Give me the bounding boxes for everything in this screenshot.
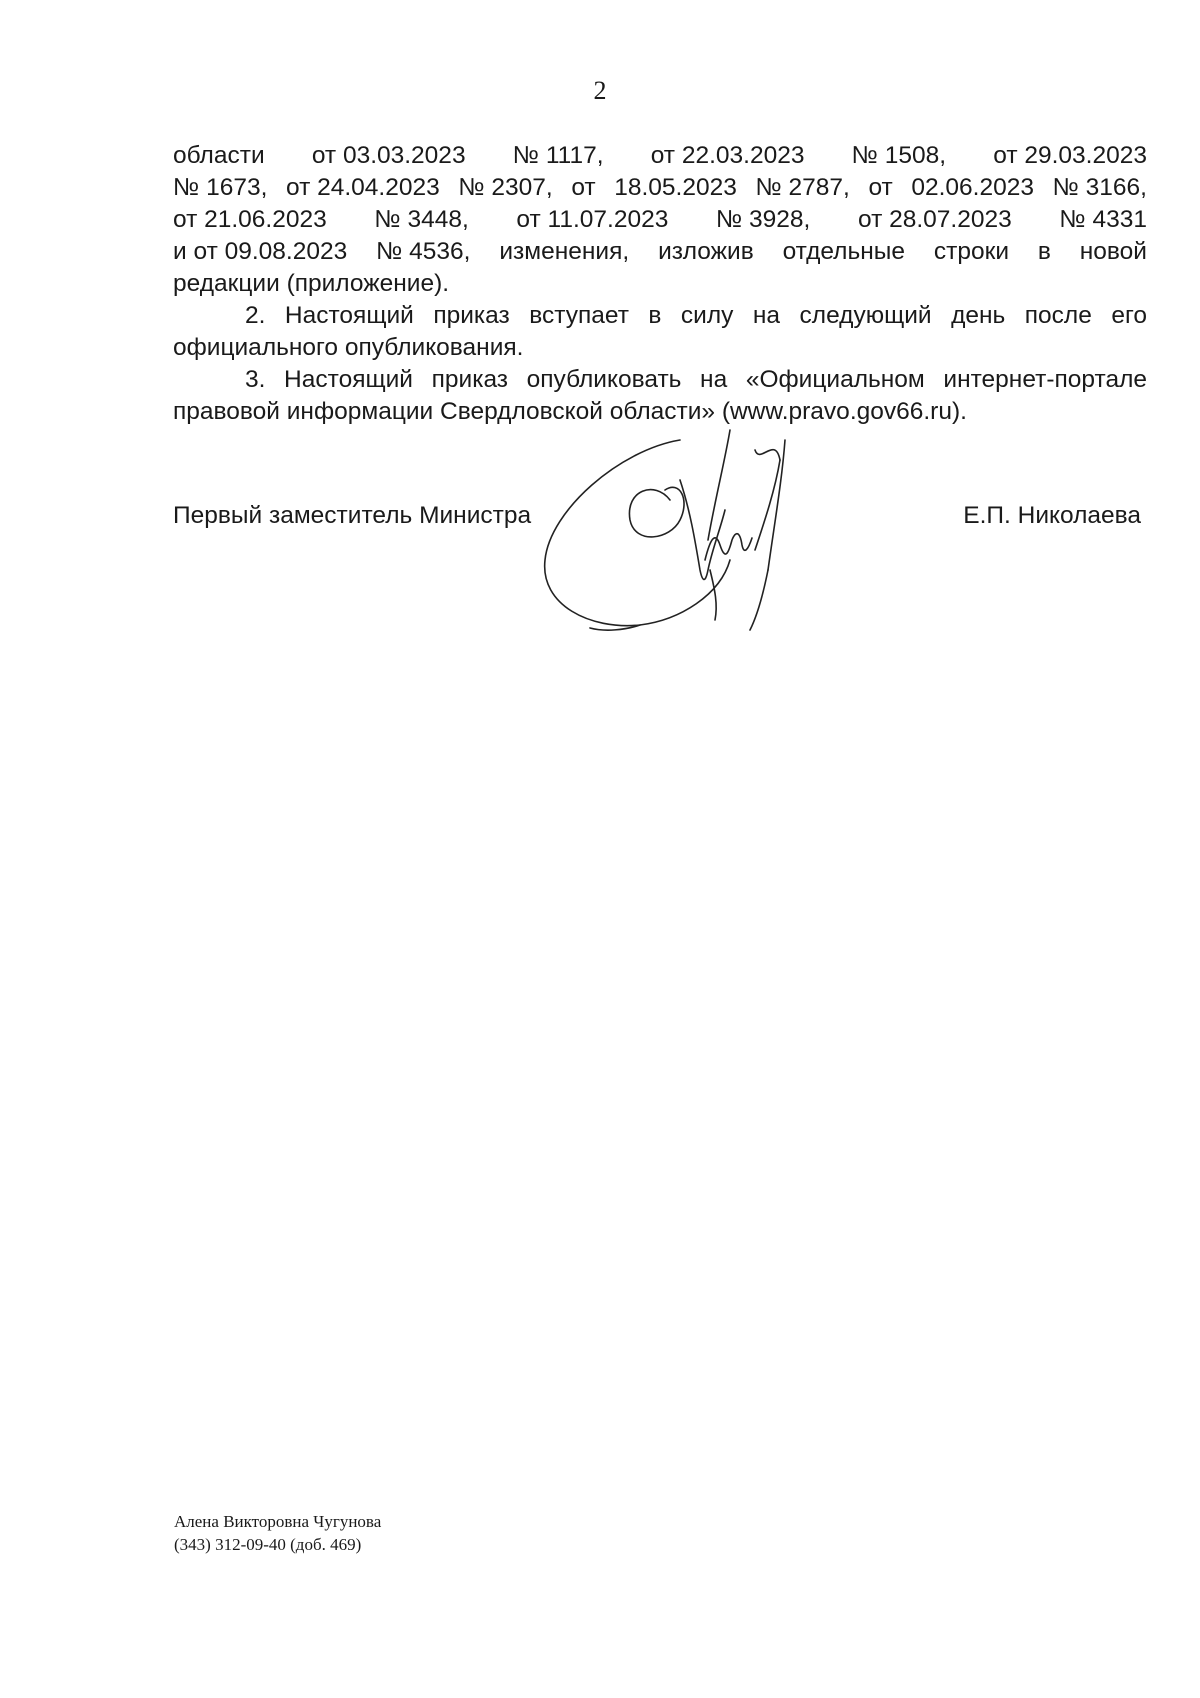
body-line-1-word: № 1508, <box>851 142 947 169</box>
body-line-1-word: № 1117, <box>512 142 604 169</box>
body-line-1-word: от 29.03.2023 <box>993 142 1147 169</box>
body-line-1-word: от 03.03.2023 <box>311 142 466 169</box>
body-line-3-word: № 4331 <box>1059 206 1147 233</box>
body-line-1 <box>173 140 1147 172</box>
body-line-3-word: от 11.07.2023 <box>516 206 669 233</box>
body-line-5: редакции (приложение). <box>173 270 450 297</box>
body-line-3 <box>173 204 1147 236</box>
body-line-4-word: изложив <box>658 238 754 265</box>
body-line-2-word: от <box>571 174 596 201</box>
page-number: 2 <box>593 76 607 105</box>
contact-name: Алена Викторовна Чугунова <box>174 1512 382 1531</box>
paragraph-2: 2. Настоящий приказ вступает в силу на следующий день после его официального опубликования. <box>173 302 1147 361</box>
body-line-2-word: 18.05.2023 <box>614 174 737 201</box>
paragraph-3: 3. Настоящий приказ опубликовать на «Официальном интернет-портале правовой информации Свердловской области» (www.pravo.gov66.ru). <box>173 366 1147 425</box>
body-line-2-word: № 1673, <box>173 174 268 201</box>
body-line-2-word: № 2307, <box>458 174 553 201</box>
signatory-name: Е.П. Николаева <box>963 502 1141 529</box>
body-line-4-word: № 4536, <box>376 238 471 265</box>
body-line-3-word: № 3928, <box>715 206 811 233</box>
body-line-4-word: новой <box>1079 238 1147 265</box>
body-line-2-word: № 3166, <box>1052 174 1147 201</box>
contact-phone: (343) 312-09-40 (доб. 469) <box>174 1535 362 1554</box>
body-line-4-word: строки <box>933 238 1010 265</box>
body-line-3-word: от 28.07.2023 <box>857 206 1012 233</box>
body-line-4-word: изменения, <box>499 238 630 265</box>
contact-block <box>174 1510 381 1556</box>
body-line-3-word: № 3448, <box>374 206 469 233</box>
body-line-4-word: отдельные <box>782 238 906 265</box>
body-line-2-word: 02.06.2023 <box>911 174 1034 201</box>
body-line-2-word: № 2787, <box>755 174 850 201</box>
body-line-4 <box>173 236 1147 268</box>
handwritten-signature <box>530 420 860 640</box>
body-line-2-word: от <box>868 174 893 201</box>
body-line-4-word: в <box>1037 238 1051 265</box>
body-line-4-word: и от 09.08.2023 <box>173 238 348 265</box>
body-line-2-word: от 24.04.2023 <box>286 174 440 201</box>
signatory-title: Первый заместитель Министра <box>173 502 532 529</box>
document-body <box>173 140 1147 428</box>
body-line-1-word: области <box>173 142 265 169</box>
body-line-2 <box>173 172 1147 204</box>
body-line-1-word: от 22.03.2023 <box>650 142 805 169</box>
body-line-3-word: от 21.06.2023 <box>173 206 327 233</box>
